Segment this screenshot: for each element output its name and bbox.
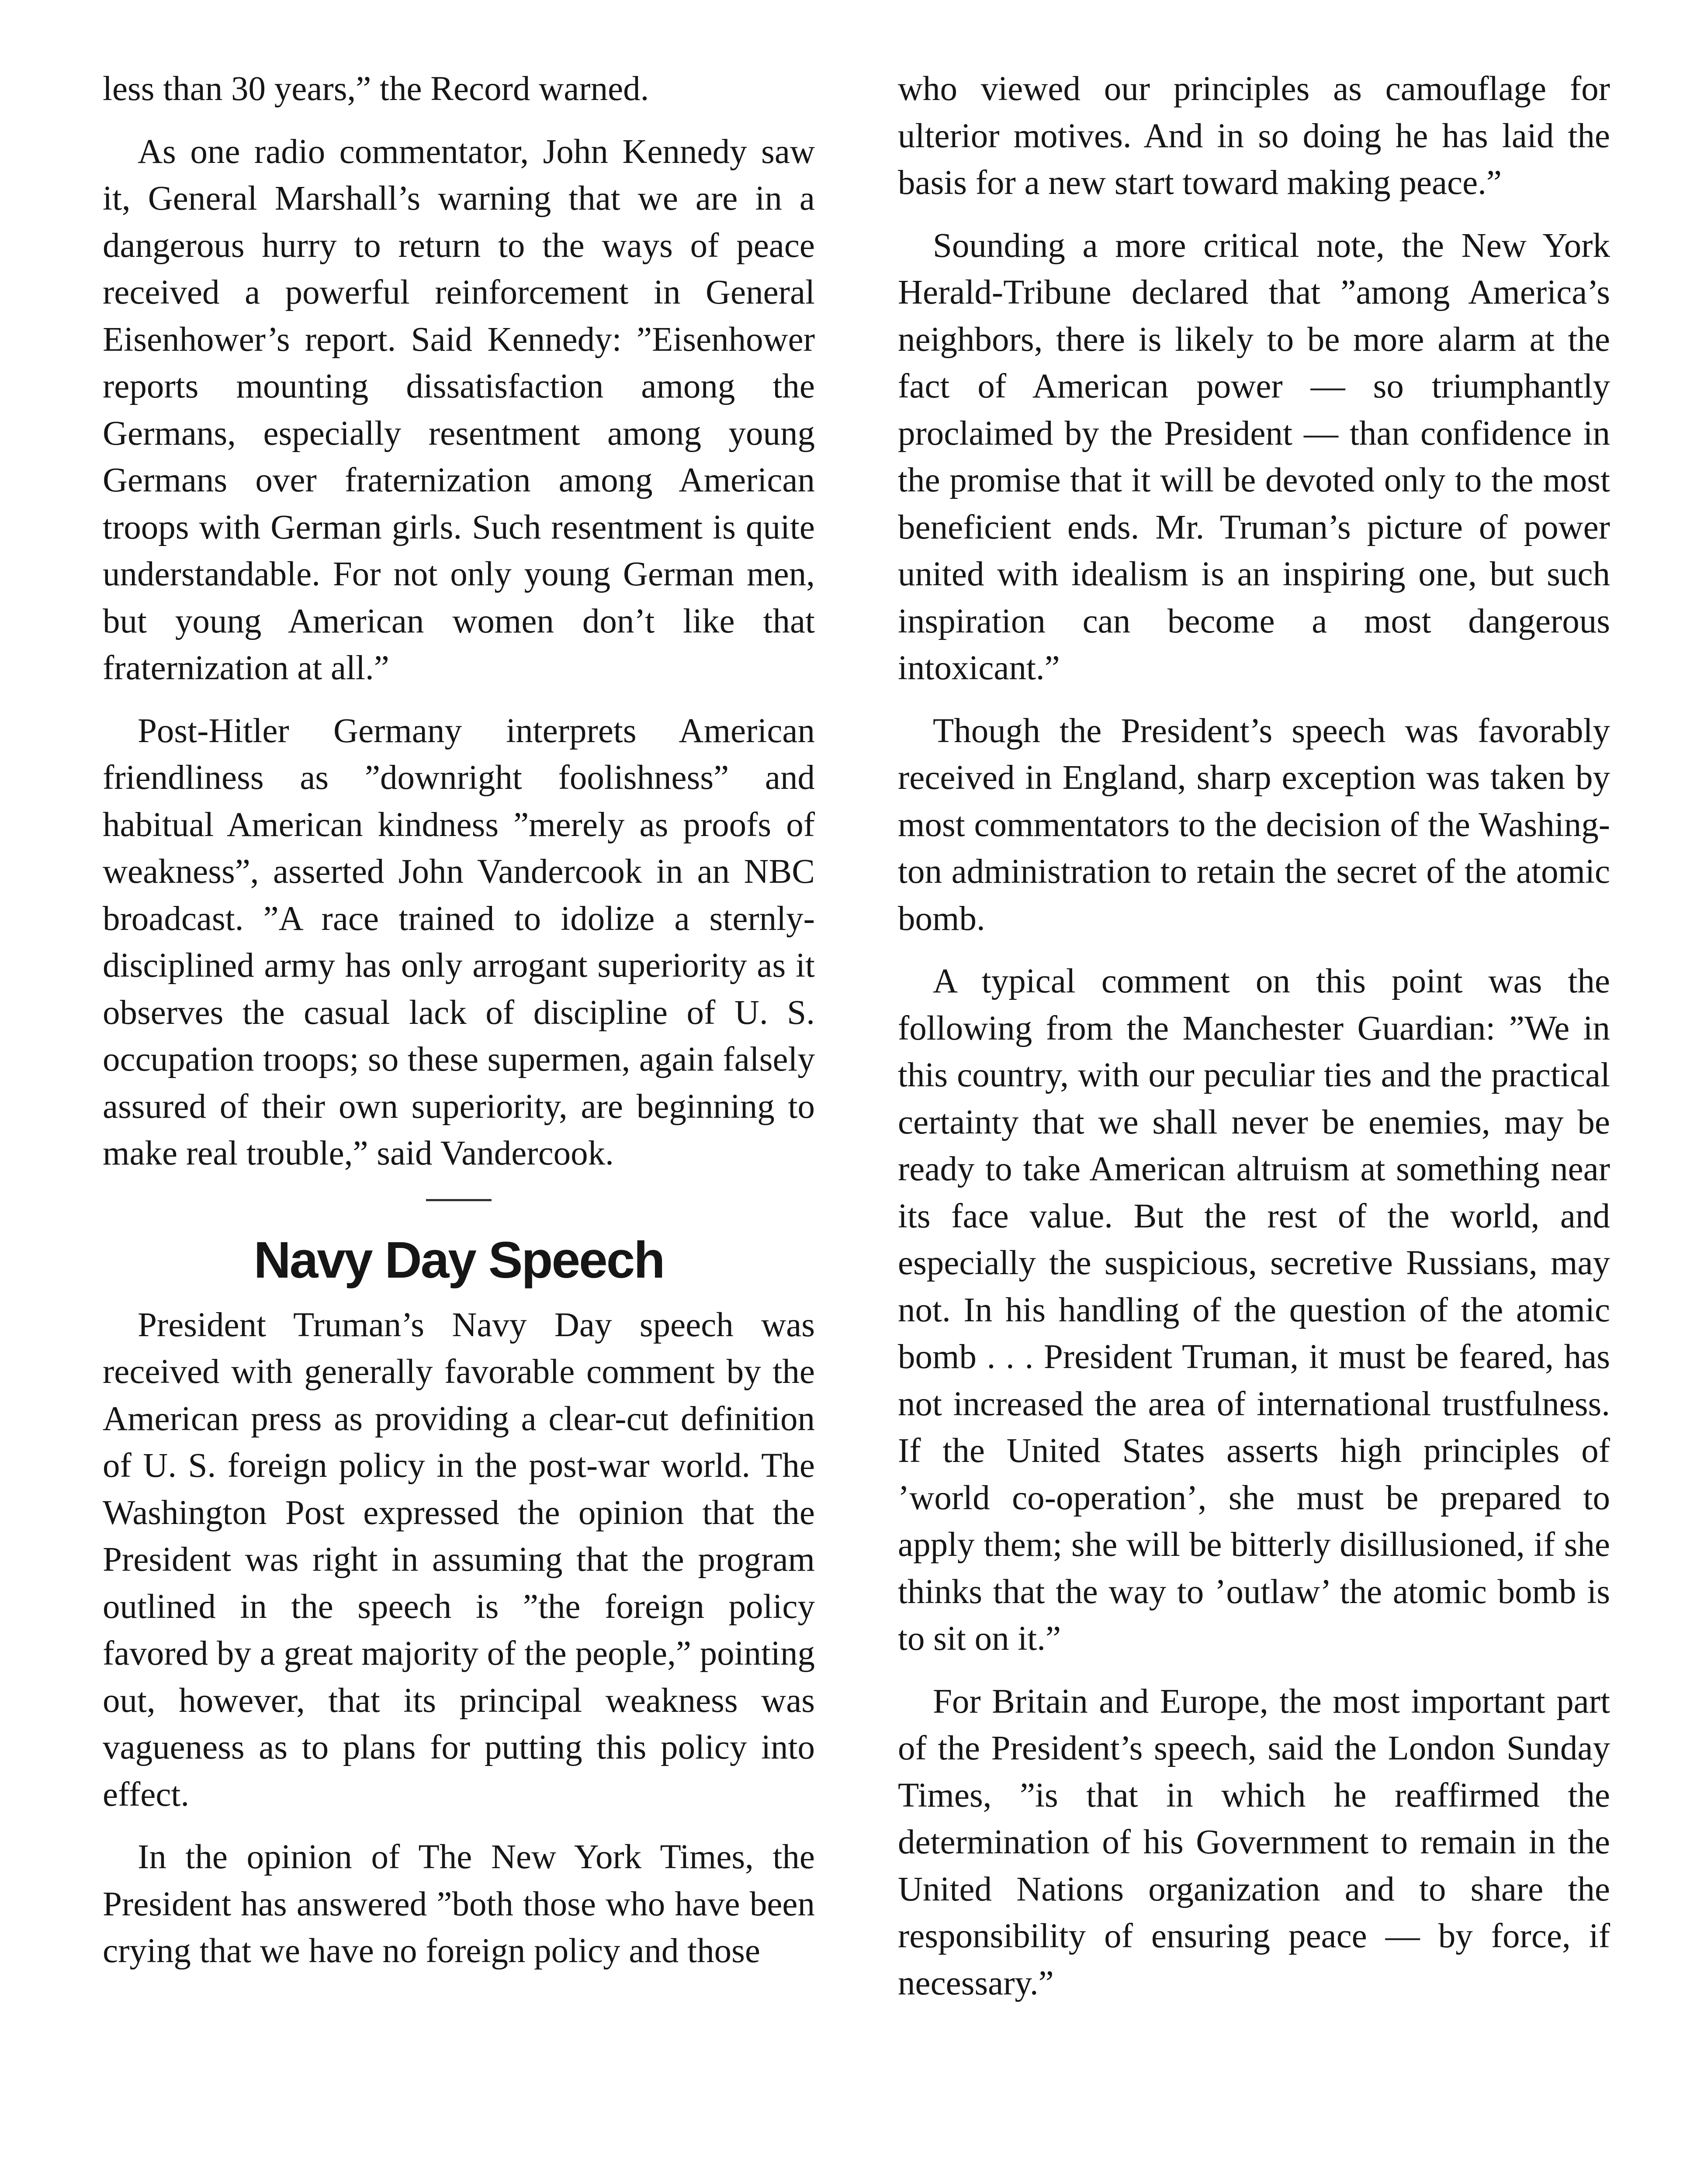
paragraph: who viewed our principles as camouflage for ulterior motives. And in so doing he has laid the basis for a new start toward making peace.” [898, 70, 1610, 202]
left-column [103, 66, 815, 1990]
paragraph: Sounding a more critical note, the New York Herald-Tribune declared that ”among America’s neighbors, there is likely to be more alarm at the fact of American power — so triumphantly proclaimed by the President — than confidence in the promise that it will be devoted only to the most beneficient ends. Mr. Truman’s picture of power united with idealism is an inspiring one, but such inspiration can become a most dangerous intoxicant.” [898, 226, 1610, 687]
paragraph: In the opinion of The New York Times, the President has answered ”both those who have been crying that we have no foreign policy and those [103, 1838, 815, 1970]
paragraph: For Britain and Europe, the most important part of the President’s speech, said the London Sunday Times, ”is that in which he reaffirmed the determination of his Government to remain in the United Nations organization and to share the responsibility of ensuring peace — by force, if necessary.” [898, 1682, 1610, 2002]
paragraph: less than 30 years,” the Record warned. [103, 70, 649, 108]
paragraph: Post-Hitler Germany interprets American friendliness as ”downright foolishness” and habitual American kindness ”merely as proofs of weakness”, asserted John Vandercook in an NBC broadcast. ”A race trained to idolize a sternly-disciplined army has only arrogant superiority as it observes the casual lack of discipline of U. S. occupation troops; so these supermen, again falsely assured of their own superiority, are beginning to make real trouble,” said Vandercook. [103, 712, 815, 1172]
paragraph: As one radio commentator, John Kennedy saw it, General Marshall’s warning that we are in a dangerous hurry to return to the ways of peace received a powerful reinforcement in General Eisenhower’s report. Said Kennedy: ”Eisenhower reports mounting dissatisfaction among the Germans, especially resentment among young Germans over fraternization among American troops with German girls. Such resentment is quite understandable. For not only young German men, but young American women don’t like that fraternization at all.” [103, 132, 815, 687]
section-heading: Navy Day Speech [253, 1231, 664, 1289]
paragraph: A typical comment on this point was the following from the Manchester Guardian: ”We in this country, with our peculiar ties and the practical certainty that we shall never be enemies, may be ready to take American altruism at something near its face value. But the rest of the world, and especially the suspicious, secretive Russians, may not. In his handling of the question of the atomic bomb . . . President Truman, it must be feared, has not increased the area of international trustfulness. If the United States asserts high principles of ’world co-operation’, she must be prepared to apply them; she will be bitterly disillusioned, if she thinks that the way to ’outlaw’ the atomic bomb is to sit on it.” [898, 962, 1610, 1658]
paragraph: President Truman’s Navy Day speech was received with generally favorable comment by the American press as providing a clear-cut definition of U. S. foreign policy in the post-war world. The Washington Post expressed the opinion that the President was right in assuming that the program outlined in the speech is ”the foreign policy favored by a great majority of the people,” pointing out, however, that its principal weakness was vagueness as to plans for putting this policy into effect. [103, 1306, 815, 1814]
paragraph: Though the President’s speech was favorably received in England, sharp exception was taken by most commentators to the decision of the Washington administration to retain the secret of the atomic bomb. [898, 712, 1610, 938]
section-divider [426, 1199, 492, 1201]
right-column [898, 66, 1610, 2022]
